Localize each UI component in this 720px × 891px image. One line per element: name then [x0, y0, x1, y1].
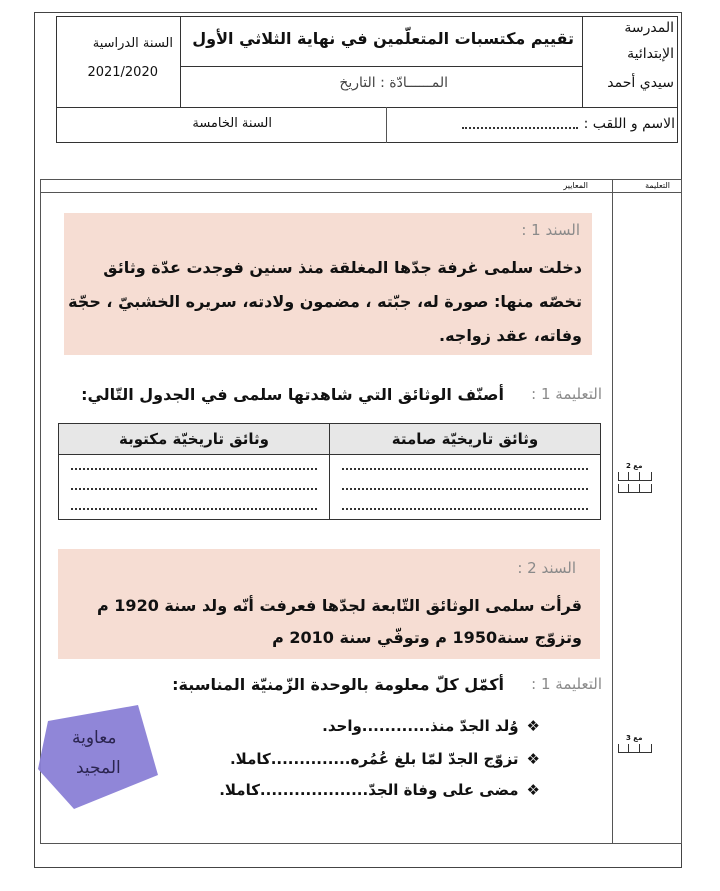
- stamp-shape-icon: [34, 703, 162, 811]
- diamond-bullet-icon: ❖: [526, 750, 540, 768]
- criteria-mark-2-label: مع 3: [626, 734, 643, 742]
- written-docs-cell[interactable]: [59, 455, 330, 520]
- silent-docs-cell[interactable]: [330, 455, 601, 520]
- sanad-1-line-2: تخصّه منها: صورة له، جبّته ، مضمون ولادته، سريره الخشبيّ ، حجّة: [68, 292, 582, 311]
- criteria-mark-1-label: مع 2: [626, 462, 643, 470]
- subject-label: المــــــادّة : التاريخ: [339, 75, 448, 91]
- sanad-2-label: السند 2 :: [517, 559, 576, 577]
- table-header-silent: وثائق تاريخيّة صامتة: [330, 424, 601, 455]
- criteria-mark-2: [616, 734, 654, 758]
- instruction-column-header: التعليمة: [645, 181, 670, 190]
- sanad-2-line-1: قرأت سلمى الوثائق التّابعة لجدّها فعرفت أنّه ولد سنة 1920 م: [97, 596, 582, 615]
- grade-label: السنة الخامسة: [192, 116, 272, 131]
- school-line-1: المدرسة: [624, 20, 674, 36]
- page-title: تقييم مكتسبات المتعلّمين في نهاية الثلاثي الأول: [192, 29, 574, 48]
- name-label: الاسم و اللقب :: [583, 116, 675, 132]
- sanad-1-line-1: دخلت سلمى غرفة جدّها المغلقة منذ سنين فوجدت عدّة وثائق: [103, 258, 582, 277]
- sanad-1-label: السند 1 :: [521, 221, 580, 239]
- task-2-label: التعليمة 1 :: [531, 675, 602, 693]
- diamond-bullet-icon: ❖: [526, 781, 540, 799]
- criteria-mark-1: [616, 462, 654, 496]
- documents-table: [58, 423, 601, 520]
- school-line-3: سيدي أحمد: [607, 75, 674, 91]
- table-header-written: وثائق تاريخيّة مكتوبة: [59, 424, 330, 455]
- task-2-text: أكمّل كلّ معلومة بالوحدة الزّمنيّة المناسبة:: [172, 675, 504, 694]
- table-header-row: [59, 424, 601, 455]
- school-line-2: الإبتدائية: [627, 46, 674, 62]
- name-field[interactable]: [462, 127, 578, 129]
- year-label: السنة الدراسية: [92, 36, 173, 51]
- stamp-line-2: المجيد: [76, 758, 121, 778]
- task-1-text: أصنّف الوثائق التي شاهدتها سلمى في الجدول التّالي:: [81, 385, 504, 404]
- task-1-label: التعليمة 1 :: [531, 385, 602, 403]
- stamp-line-1: معاوية: [72, 728, 117, 748]
- year-value: 2021/2020: [87, 65, 158, 80]
- list-item: ❖وُلد الجدّ منذ............واحد.: [322, 717, 540, 735]
- criteria-column-header: المعايير: [563, 181, 588, 190]
- author-stamp: [34, 703, 162, 811]
- list-item: ❖تزوّج الجدّ لمّا بلغ عُمُره..............كاملا.: [229, 750, 540, 768]
- sanad-1-line-3: وفاته، عقد زواجه.: [439, 326, 582, 345]
- year-cell: [56, 16, 181, 108]
- list-item: ❖مضى على وفاة الجدّ...................كاملا.: [219, 781, 540, 799]
- diamond-bullet-icon: ❖: [526, 717, 540, 735]
- table-row: [59, 455, 601, 520]
- sanad-2-line-2: وتزوّج سنة1950 م وتوفّي سنة 2010 م: [272, 628, 582, 647]
